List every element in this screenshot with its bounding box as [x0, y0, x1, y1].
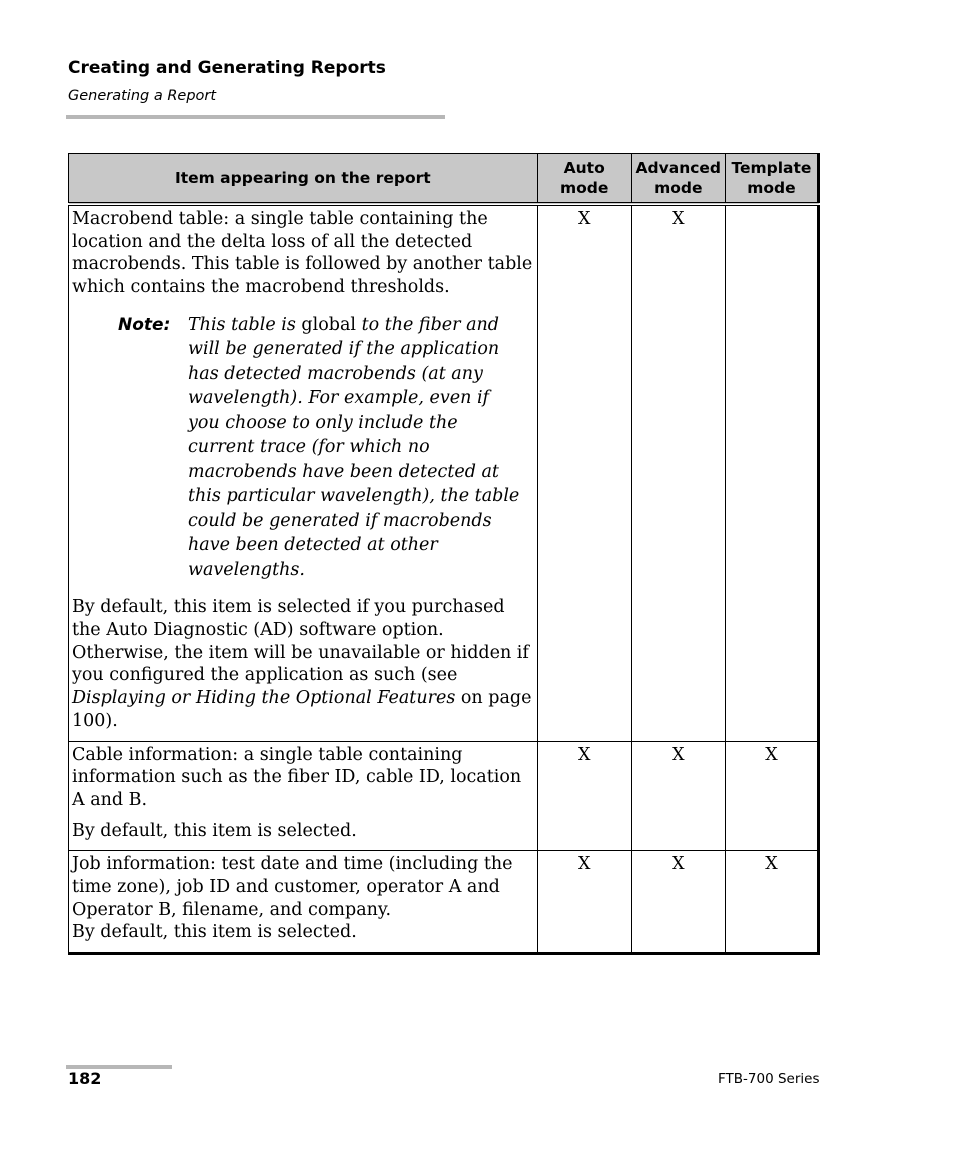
col-header-auto — [537, 154, 631, 205]
table-row — [69, 741, 819, 851]
row-job-outro: By default, this item is selected. — [72, 922, 357, 943]
row-cable-intro: Cable information: a single table containing information such as the fiber ID, cable ID, location A and B. — [72, 744, 522, 810]
note-block — [118, 313, 534, 583]
col-header-advanced-line1: Advanced — [635, 159, 722, 177]
row-job-description — [69, 851, 538, 954]
section-subtitle: Generating a Report — [68, 88, 217, 104]
row-job-advanced: X — [631, 851, 725, 954]
row-job-auto: X — [537, 851, 631, 954]
row-cable-template: X — [725, 741, 818, 851]
note-text-c: to the fiber and will be generated if the application has detected macrobends (at any wavelength). For example, even if you choose to only include the current trace (for which no macrobends have been detected at this particular wavelength), the table could be generated if macrobends have been detected at other wavelengths. — [188, 314, 520, 580]
col-header-advanced — [631, 154, 725, 205]
report-items-table — [68, 153, 820, 955]
section-title: Creating and Generating Reports — [68, 58, 386, 78]
table-header-row — [69, 154, 819, 205]
row-cable-advanced: X — [631, 741, 725, 851]
table-row — [69, 204, 819, 741]
row-job-template: X — [725, 851, 818, 954]
header-rule — [66, 115, 445, 119]
col-header-auto-line2: mode — [559, 179, 609, 197]
row-macrobend-outro — [72, 596, 534, 732]
row-macrobend-intro: Macrobend table: a single table containing the location and the delta loss of all the detected macrobends. This table is followed by another table which contains the macrobend thresholds. — [72, 209, 533, 298]
product-series: FTB-700 Series — [718, 1071, 820, 1087]
row-macrobend-template — [725, 204, 818, 741]
outro-text-b: on page 100). — [72, 688, 532, 731]
col-header-template — [725, 154, 818, 205]
table-row — [69, 851, 819, 954]
row-macrobend-auto: X — [537, 204, 631, 741]
col-header-auto-line1: Auto — [563, 159, 605, 177]
col-header-advanced-line2: mode — [654, 179, 703, 197]
cross-reference-link[interactable]: Displaying or Hiding the Optional Features — [72, 688, 456, 709]
col-header-item: Item appearing on the report — [69, 154, 538, 205]
outro-text-a: By default, this item is selected if you purchased the Auto Diagnostic (AD) software option. Otherwise, the item will be unavailable or hidden if you configured the application as such (see — [72, 597, 529, 686]
row-job-intro: Job information: test date and time (including the time zone), job ID and customer, operator A and Operator B, filename, and company. — [72, 854, 513, 920]
col-header-template-line1: Template — [731, 159, 812, 177]
page-number: 182 — [68, 1069, 102, 1088]
row-macrobend-advanced: X — [631, 204, 725, 741]
note-text-a: This table is — [188, 314, 302, 335]
note-text — [188, 313, 524, 583]
row-macrobend-description — [69, 204, 538, 741]
note-label: Note: — [118, 314, 171, 335]
note-text-global: global — [301, 314, 356, 335]
row-cable-outro: By default, this item is selected. — [72, 820, 357, 841]
row-cable-description — [69, 741, 538, 851]
row-cable-auto: X — [537, 741, 631, 851]
col-header-template-line2: mode — [747, 179, 796, 197]
